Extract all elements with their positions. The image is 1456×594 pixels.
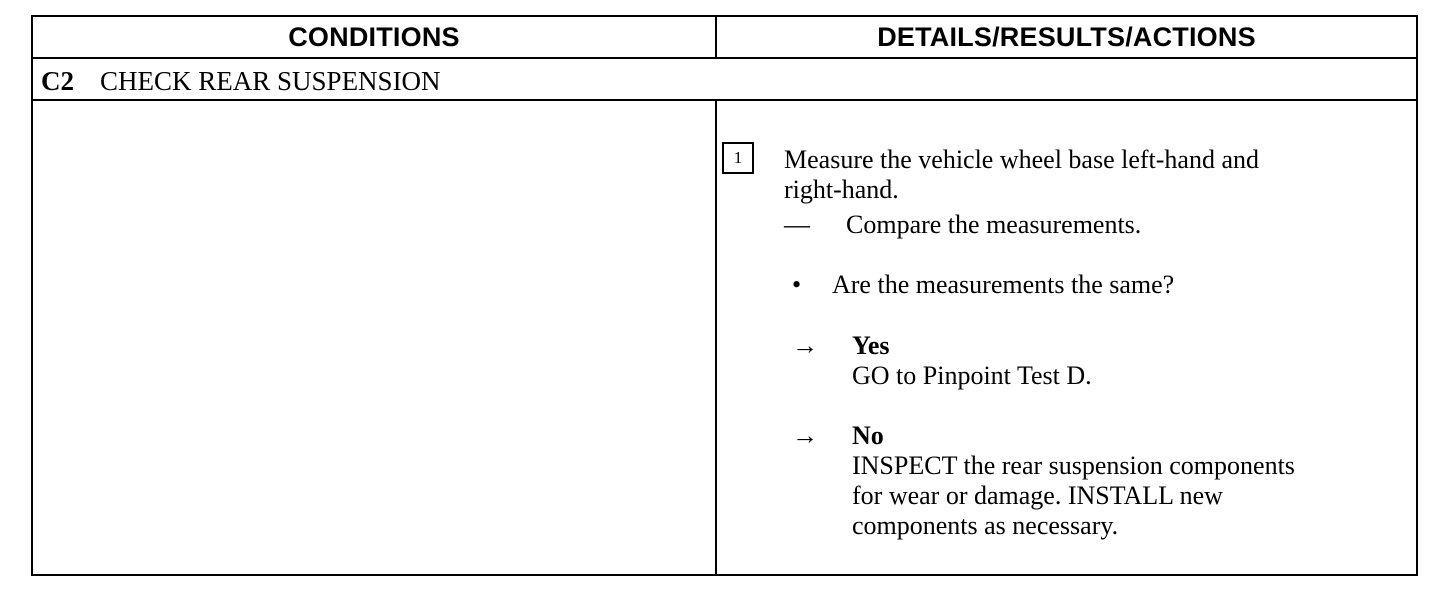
no-label: No [852,421,884,450]
yes-result [852,331,1092,391]
instruction-line-1: Measure the vehicle wheel base left-hand and [784,145,1260,174]
yes-arrow-icon: → [792,331,818,360]
dash-mark: — [784,210,810,239]
header-column-divider [715,17,717,58]
instruction-line-2: right-hand. [784,175,899,204]
section-code: C2 [41,65,74,96]
body-column-divider [715,100,717,574]
header-divider [33,57,1416,59]
section-title-text: CHECK REAR SUSPENSION [100,65,441,96]
no-result [852,421,1295,541]
details-header: DETAILS/RESULTS/ACTIONS [877,22,1256,52]
question-text: Are the measurements the same? [832,270,1175,299]
step-number-box: 1 [722,142,754,174]
yes-label: Yes [852,331,890,360]
sub-instruction: Compare the measurements. [846,210,1142,239]
step-instruction [784,145,1259,205]
no-action-line-2: for wear or damage. INSTALL new [852,481,1223,510]
no-action-line-3: components as necessary. [852,511,1119,540]
yes-action: GO to Pinpoint Test D. [852,361,1092,390]
section-title [41,61,441,101]
no-arrow-icon: → [792,421,818,450]
conditions-header: CONDITIONS [288,22,460,52]
bullet-mark: • [792,270,802,299]
no-action-line-1: INSPECT the rear suspension components [852,451,1295,480]
